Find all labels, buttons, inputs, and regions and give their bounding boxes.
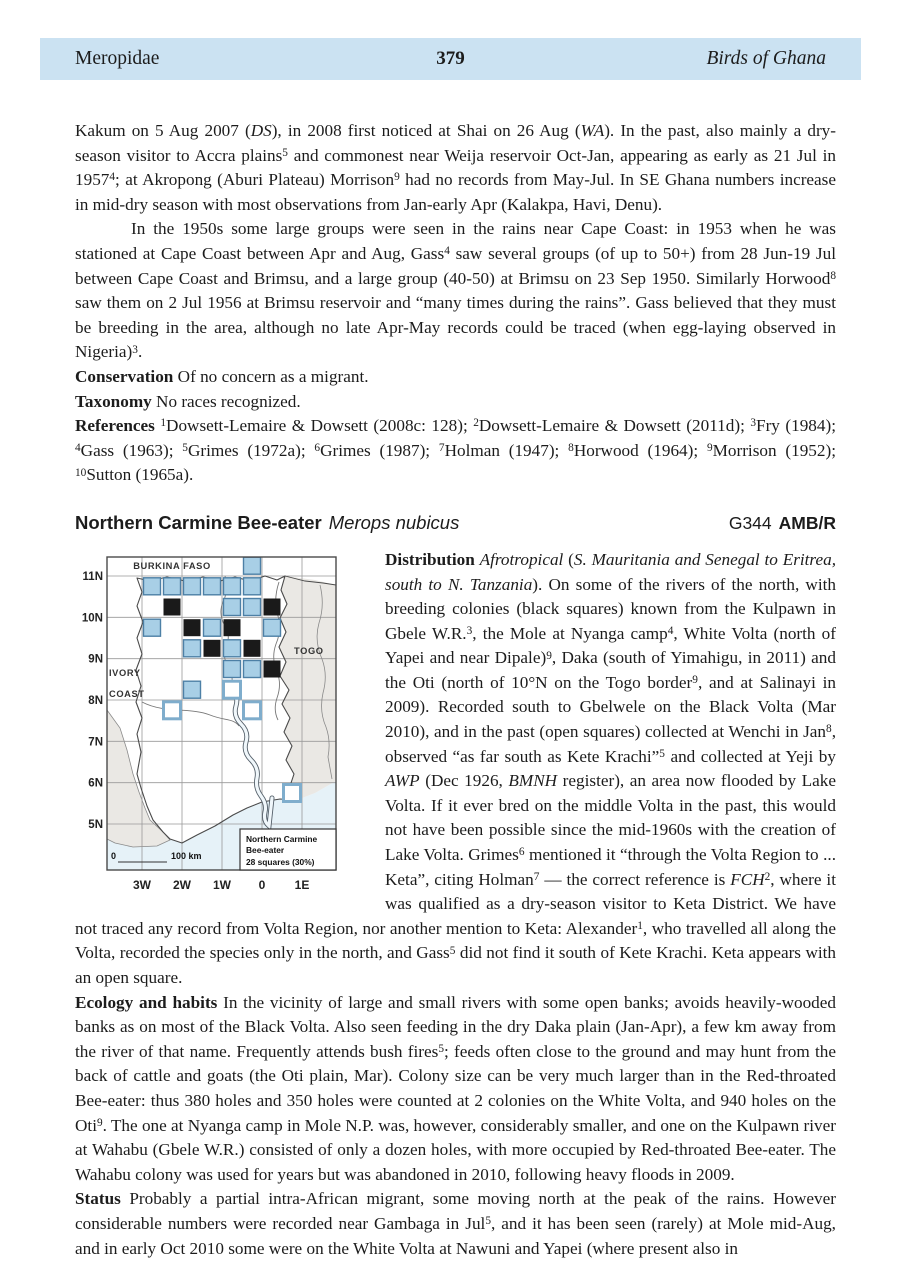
atlas-square-recent	[224, 578, 241, 595]
atlas-square-recent	[224, 640, 241, 657]
atlas-square-recent	[144, 619, 161, 636]
page-number: 379	[436, 48, 465, 69]
paragraph-distribution: Distribution Afrotropical (S. Mauritania and Senegal to Eritrea, south to N. Tanzania). On some of the rivers of the north, with breeding colonies (black squares) known from the Kulpawn in Gbele W.R.$^3$, the Mole at Nyanga camp$^4$, White Volta (north of Yapei and near Dipale)$^9$, Daka (south of Yimahigu, in 2011) and the Oti (north of 10°N on the Togo border$^9$, and at Salinayi in 2009). Recorded south to Gbelwele on the Black Volta (Mar 2010), and in the past (open squares) collected at Wenchi in Jan$^8$, observed “as far south as Kete Krachi”$^5$ and collected at Yeji by AWP (Dec 1926, BMNH register), an area now flooded by Lake Volta. If it ever bred on the middle Volta in the past, this would not have been possible since the mid-1960s with the creation of Lake Volta. Grimes$^6$ mentioned it “through the Volta Region to ... Keta”, citing Holman$^7$ — the correct reference is FCH$^2$, where it was qualified as a dry-season visitor to Keta District. We have not traced any record from Volta Region, nor another mention to Keta: Alexander$^1$, who travelled all along the Volta, recorded the species only in the north, and Gass$^5$ did not find it south of Kete Krachi. Keta appears with an open square.	[75, 549, 837, 987]
species-names	[75, 512, 459, 534]
atlas-square-breeding	[264, 598, 281, 615]
svg-text:11N: 11N	[82, 570, 103, 583]
svg-text:1W: 1W	[213, 877, 231, 892]
species-scientific-name: Merops nubicus	[328, 511, 460, 533]
atlas-square-recent	[164, 578, 181, 595]
paragraph-ecology: Ecology and habits In the vicinity of large and small rivers with some open banks; avoids heavily-wooded banks as on most of the Black Volta. Also seen feeding in the dry Daka plain (Jan-Apr), a few km away from the river of that name. Frequently attends bush fires$^5$; feeds often close to the ground and may hunt from the back of cattle and goats (the Oti plain, Mar). Colony size can be very much larger than in the Red-throated Bee-eater: thus 380 holes and 350 holes were counted at 2 colonies on the White Volta, and 940 holes on the Oti$^9$. The one at Nyanga camp in Mole N.P. was, however, considerably smaller, and one on the Kulpawn river at Wahabu (Gbele W.R.) consisted of only a dozen holes, with more occupied by Red-throated Bee-eater. The Wahabu colony was used for years but was abandoned in 2010, following heavy floods in 2009.	[75, 992, 836, 1184]
svg-text:5N: 5N	[88, 818, 103, 831]
label-coast: COAST	[109, 688, 145, 699]
page-body	[75, 119, 836, 1261]
distribution-map-svg	[75, 552, 365, 904]
atlas-square-old	[164, 702, 181, 719]
label-ivory: IVORY	[109, 667, 141, 678]
atlas-square-breeding	[164, 598, 181, 615]
legend-line-3: 28 squares (30%)	[246, 856, 315, 867]
legend-line-1: Northern Carmine	[246, 833, 318, 844]
svg-text:100 km: 100 km	[171, 850, 202, 861]
longitude-labels	[133, 878, 309, 892]
svg-text:10N: 10N	[81, 612, 103, 625]
atlas-square-breeding	[184, 619, 201, 636]
atlas-square-recent	[184, 640, 201, 657]
label-togo: TOGO	[294, 645, 324, 656]
svg-text:6N: 6N	[88, 777, 103, 790]
svg-text:3W: 3W	[133, 877, 151, 892]
atlas-square-old	[244, 702, 261, 719]
atlas-square-breeding	[264, 660, 281, 677]
atlas-square-recent	[184, 578, 201, 595]
label-burkina-faso: BURKINA FASO	[133, 560, 211, 571]
latitude-labels	[82, 571, 103, 831]
species-codes	[729, 512, 836, 534]
paragraph-conservation: Conservation Of no concern as a migrant.	[75, 366, 369, 386]
atlas-square-recent	[244, 660, 261, 677]
svg-text:7N: 7N	[88, 736, 103, 749]
atlas-square-breeding	[244, 640, 261, 657]
atlas-square-recent	[144, 578, 161, 595]
svg-text:2W: 2W	[173, 877, 191, 892]
svg-text:1E: 1E	[294, 877, 310, 892]
legend-line-2: Bee-eater	[246, 844, 285, 855]
paragraph-status: Status Probably a partial intra-African migrant, some moving north at the peak of the rains. However considerable numbers were recorded near Gambaga in Jul$^5$, and it has been seen (rarely) at Mole mid-Aug, and in early Oct 2010 some were on the White Volta at Nawuni and Yapei (where present also in	[75, 1189, 836, 1258]
distribution-map-figure	[75, 552, 365, 904]
distribution-block	[75, 548, 836, 991]
header-book-title: Birds of Ghana	[706, 48, 826, 69]
species-atlas-code: G344	[728, 512, 772, 533]
species-status-code: AMB/R	[778, 512, 836, 533]
paragraph-taxonomy: Taxonomy No races recognized.	[75, 391, 301, 411]
atlas-square-recent	[204, 619, 221, 636]
atlas-square-recent	[224, 598, 241, 615]
atlas-square-breeding	[224, 619, 241, 636]
svg-text:8N: 8N	[88, 694, 103, 707]
species-common-name: Northern Carmine Bee-eater	[75, 511, 322, 533]
paragraph-cape-coast: In the 1950s some large groups were seen in the rains near Cape Coast: in 1953 when he was stationed at Cape Coast between Apr and Aug, Gass$^4$ saw several groups (of up to 50+) from 28 Jun-19 Jul between Cape Coast and Brimsu, and a large group (40-50) at Brimsu on 23 Sep 1950. Similarly Horwood$^8$ saw them on 2 Jul 1956 at Brimsu reservoir and “many times during the rains”. Gass believed that they must be breeding in the area, although no late Apr-May records could be traced (when egg-laying observed in Nigeria)$^3$.	[75, 219, 836, 362]
atlas-square-recent	[224, 660, 241, 677]
map-legend	[240, 829, 336, 870]
atlas-square-recent	[244, 598, 261, 615]
atlas-square-recent	[264, 619, 281, 636]
page-header-band	[40, 38, 861, 80]
atlas-square-recent	[184, 681, 201, 698]
atlas-square-recent	[244, 578, 261, 595]
atlas-square-recent	[204, 578, 221, 595]
atlas-square-old	[284, 784, 301, 801]
paragraph-continuation: Kakum on 5 Aug 2007 (DS), in 2008 first noticed at Shai on 26 Aug (WA). In the past, also mainly a dry-season visitor to Accra plains$^5$ and commonest near Weija reservoir Oct-Jan, appearing as early as 21 Jul in 1957$^4$; at Akropong (Aburi Plateau) Morrison$^9$ had no records from May-Jul. In SE Ghana numbers increase in mid-dry season with most observations from Jan-early Apr (Kalakpa, Havi, Denu).	[75, 121, 837, 214]
svg-text:9N: 9N	[88, 653, 103, 666]
atlas-square-recent	[244, 557, 261, 574]
svg-text:0: 0	[111, 850, 117, 861]
header-family-name: Meropidae	[75, 48, 160, 69]
atlas-square-breeding	[204, 640, 221, 657]
paragraph-references: References $^1$Dowsett-Lemaire & Dowsett (2008c: 128); $^2$Dowsett-Lemaire & Dowsett (2011d); $^3$Fry (1984); $^4$Gass (1963); $^5$Grimes (1972a); $^6$Grimes (1987); $^7$Holman (1947); $^8$Horwood (1964); $^9$Morrison (1952); $^{10}$Sutton (1965a).	[75, 416, 836, 485]
atlas-square-old	[224, 681, 241, 698]
svg-text:0: 0	[258, 877, 266, 892]
species-heading	[75, 512, 836, 534]
